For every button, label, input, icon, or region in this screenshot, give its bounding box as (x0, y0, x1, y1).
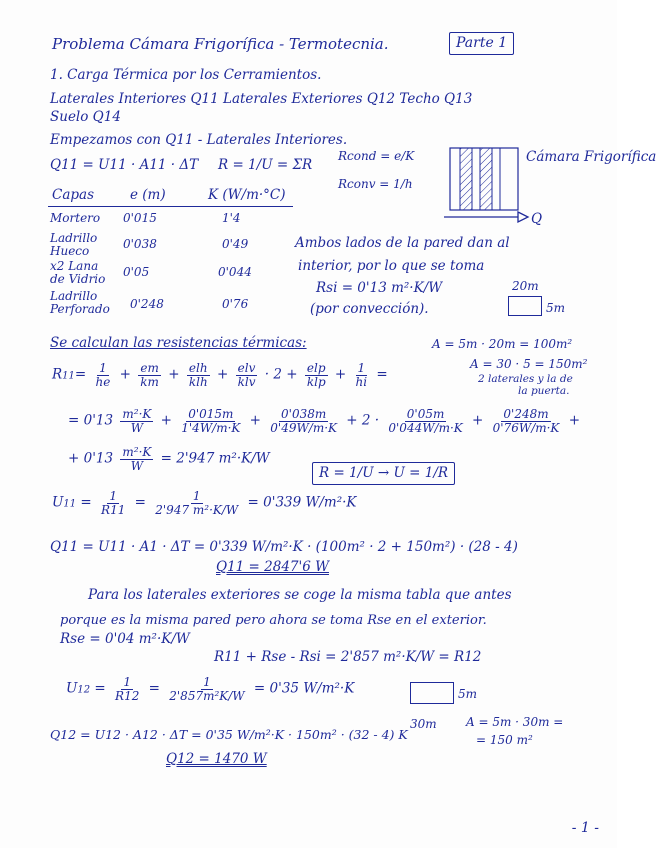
area-3: A = 5m · 30m = (466, 715, 564, 729)
r11-result: = 2'947 m²·K/W (160, 450, 270, 467)
note-line-2: interior, por lo que se toma (298, 258, 485, 274)
q11-equation: Q11 = U11 · A1 · ΔT = 0'339 W/m²·K · (100m² · 2 + 150m²) · (28 - 4) (50, 539, 518, 555)
table-cell-e: 0'05 (123, 265, 150, 279)
q11-result: Q11 = 2847'6 W (216, 559, 329, 575)
table-cell-e: 0'015 (123, 211, 157, 225)
wall-rectangle (508, 296, 542, 316)
rse-value: Rse = 0'04 m²·K/W (60, 631, 190, 647)
area-note-1: 2 laterales y la de (478, 373, 573, 385)
dimension-width: 20m (512, 279, 539, 293)
q12-result: Q12 = 1470 W (166, 751, 267, 767)
table-cell-name: Mortero (50, 211, 101, 225)
table-cell-k: 1'4 (222, 211, 241, 225)
document-title: Problema Cámara Frigorífica - Termotecnia. (52, 35, 389, 53)
table-cell-k: 0'49 (222, 237, 249, 251)
table-cell-k: 0'044 (218, 265, 252, 279)
table-header-capas: Capas (52, 187, 94, 203)
r11-total: + 0'13 $\frac{\text{m²·K}}{W}$ = 2'947 m²·K/W (68, 445, 270, 473)
note-line-1: Ambos lados de la pared dan al (295, 235, 510, 251)
table-cell-k: 0'76 (222, 297, 249, 311)
heat-arrow-icon (444, 210, 530, 224)
table-cell-name: x2 Lana de Vidrio (50, 259, 106, 287)
exterior-text-2: porque es la misma pared pero ahora se toma Rse en el exterior. (60, 613, 487, 628)
table-cell-e: 0'038 (123, 237, 157, 251)
q12-equation: Q12 = U12 · A12 · ΔT = 0'35 W/m²·K · 150m² · (32 - 4) K (50, 727, 408, 742)
calc-heading: Se calculan las resistencias térmicas: (50, 335, 307, 351)
part-label: Parte 1 (449, 32, 514, 55)
table-cell-name: Ladrillo Perforado (50, 289, 110, 317)
area-note-2: la puerta. (518, 385, 570, 397)
table-header-e: e (m) (130, 187, 166, 203)
r11-substitution: = 0'13 $\frac{\text{m²·K}}{W}$ + $\frac{0'015m}{1'4W/m\cdot K}$ + $\frac{0'038m}{0'49W/m\cdot K}$ + 2 · $\frac{0'05m}{0'044W/m\cdot K}$ + $\frac{0'248m}{0'76W/m\cdot K}$ + (68, 407, 581, 435)
dimension-width-2: 30m (410, 717, 437, 731)
dimension-height-2: 5m (458, 687, 478, 701)
table-cell-e: 0'248 (130, 297, 164, 311)
components-line: Laterales Interiores Q11 Laterales Exteriores Q12 Techo Q13 (50, 91, 473, 107)
rconv-equation: Rconv = 1/h (338, 177, 413, 191)
r12-equation: R11 + Rse - Rsi = 2'857 m²·K/W = R12 (214, 649, 482, 665)
area-3b: = 150 m² (476, 733, 533, 747)
dimension-height: 5m (546, 301, 566, 315)
main-equation: Q11 = U11 · A11 · ΔT (50, 157, 199, 173)
exterior-text-1: Para los laterales exteriores se coge la misma tabla que antes (88, 587, 512, 603)
area-2: A = 30 · 5 = 150m² (470, 357, 588, 371)
start-line: Empezamos con Q11 - Laterales Interiores. (50, 132, 348, 148)
u12-formula: U12 = $\frac{1}{R12}$ = $\frac{1}{\text{2'857m²K/W}}$ = 0'35 W/m²·K (66, 675, 355, 703)
floor-line: Suelo Q14 (50, 109, 121, 125)
u12-result: = 0'35 W/m²·K (253, 680, 355, 697)
wall-rectangle-2 (410, 682, 454, 704)
u11-result: = 0'339 W/m²·K (247, 494, 357, 511)
table-cell-name: Ladrillo Hueco (50, 231, 98, 259)
area-1: A = 5m · 20m = 100m² (432, 337, 573, 351)
table-header-k: K (W/m·°C) (208, 187, 286, 203)
rsi-value: Rsi = 0'13 m²·K/W (316, 280, 443, 296)
rcond-equation: Rcond = e/K (338, 149, 415, 163)
table-divider (48, 206, 293, 207)
r11-formula: R11= $\frac{1}{he}$ + $\frac{em}{km}$ + $\frac{\text{elh}}{\text{klh}}$ + $\frac{\text{elv}}{\text{klv}}$ · 2 + $\frac{\text{elp}}{\text{klp}}$ + $\frac{1}{hi}$ = (52, 361, 388, 389)
convection-note: (por convección). (310, 301, 429, 317)
u11-formula: U11 = $\frac{1}{R11}$ = $\frac{1}{\text{2'947 m²·K/W}}$ = 0'339 W/m²·K (52, 489, 357, 517)
page-number: - 1 - (571, 820, 599, 836)
r-u-relation-box: R = 1/U → U = 1/R (312, 462, 455, 485)
section-heading: 1. Carga Térmica por los Cerramientos. (50, 67, 322, 83)
r-equation: R = 1/U = ΣR (218, 157, 313, 173)
heat-arrow-label: Q (531, 211, 543, 227)
diagram-label: Cámara Frigorífica (526, 149, 656, 165)
